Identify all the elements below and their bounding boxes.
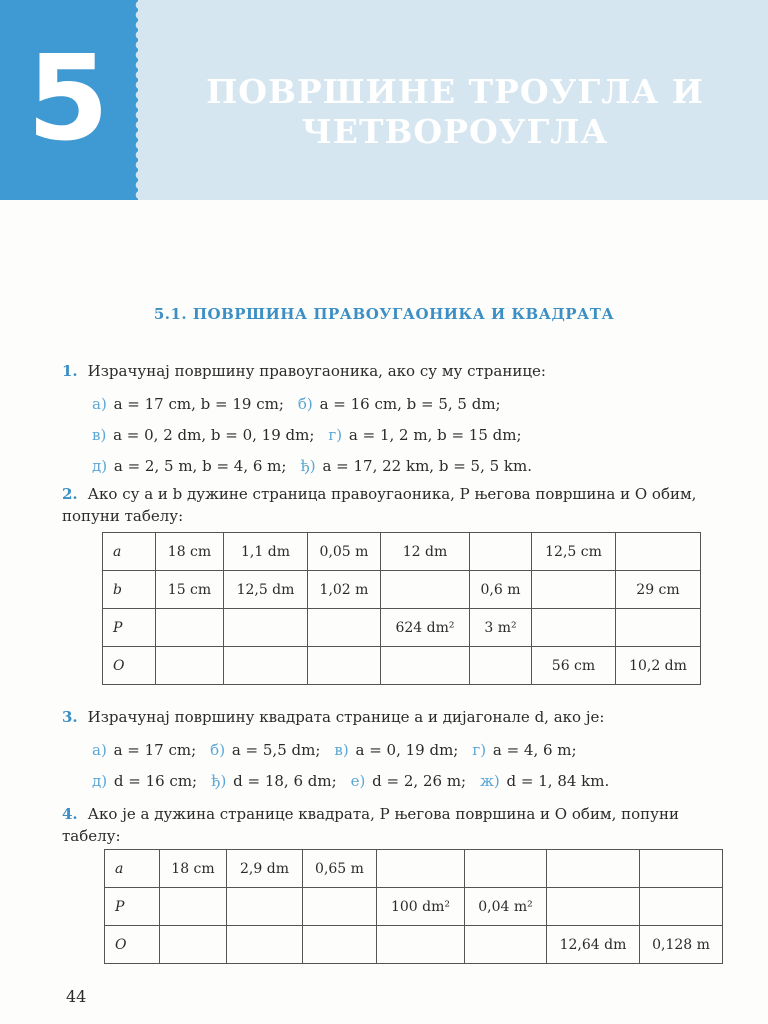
row-header: a	[103, 533, 156, 571]
table-cell: 12,5 dm	[224, 571, 308, 609]
subtask	[472, 735, 576, 766]
chapter-title	[160, 72, 750, 152]
table-cell: 2,9 dm	[227, 850, 303, 888]
table-row	[105, 926, 723, 964]
subtask	[92, 451, 286, 482]
subtask	[328, 420, 521, 451]
subtask-text: d = 16 cm;	[113, 772, 198, 790]
blank-cell[interactable]	[381, 571, 470, 609]
subtask-text: a = 16 cm, b = 5, 5 dm;	[319, 395, 501, 413]
blank-cell[interactable]	[227, 926, 303, 964]
table-cell: 0,128 m	[640, 926, 723, 964]
blank-cell[interactable]	[227, 888, 303, 926]
subtask	[92, 389, 284, 420]
subtask-label: е)	[350, 772, 366, 790]
subtask-text: a = 17, 22 km, b = 5, 5 km.	[322, 457, 533, 475]
subtask-label: г)	[472, 741, 487, 759]
subtask-label: б)	[210, 741, 226, 759]
table-cell: 1,02 m	[308, 571, 381, 609]
blank-cell[interactable]	[308, 647, 381, 685]
table-cell: 15 cm	[156, 571, 224, 609]
task-3-prompt	[62, 706, 742, 728]
blank-cell[interactable]	[308, 609, 381, 647]
subtask-line	[92, 451, 742, 482]
row-header: P	[105, 888, 160, 926]
blank-cell[interactable]	[160, 926, 227, 964]
task-4-text: Ако је a дужина странице квадрата, P његова површина и O обим, попуни табелу:	[62, 805, 679, 845]
task-2-number: 2.	[62, 485, 78, 503]
subtask	[480, 766, 609, 797]
table-cell: 29 cm	[616, 571, 701, 609]
chapter-title-line1: ПОВРШИНЕ ТРОУГЛА И	[206, 72, 704, 111]
page-number: 44	[66, 987, 87, 1006]
subtask-text: a = 17 cm;	[113, 741, 197, 759]
blank-cell[interactable]	[224, 609, 308, 647]
table-cell: 0,65 m	[303, 850, 377, 888]
task-3	[62, 706, 742, 797]
blank-cell[interactable]	[547, 888, 640, 926]
blank-cell[interactable]	[465, 850, 547, 888]
blank-cell[interactable]	[156, 609, 224, 647]
subtask-text: d = 18, 6 dm;	[233, 772, 337, 790]
blank-cell[interactable]	[377, 850, 465, 888]
blank-cell[interactable]	[465, 926, 547, 964]
subtask	[334, 735, 458, 766]
task-3-number: 3.	[62, 708, 78, 726]
blank-cell[interactable]	[156, 647, 224, 685]
table-row	[103, 533, 701, 571]
task-3-text: Израчунај површину квадрата странице a и дијагонале d, ако је:	[87, 708, 605, 726]
table-cell: 18 cm	[156, 533, 224, 571]
blank-cell[interactable]	[532, 609, 616, 647]
subtask-label: ђ)	[211, 772, 227, 790]
task-1-text: Израчунај површину правоугаоника, ако су му странице:	[87, 362, 546, 380]
blank-cell[interactable]	[160, 888, 227, 926]
task-1-prompt	[62, 360, 742, 382]
task-1	[62, 360, 742, 482]
subtask-text: a = 2, 5 m, b = 4, 6 m;	[113, 457, 287, 475]
table-cell: 3 m²	[470, 609, 532, 647]
task-1-subtasks	[92, 389, 742, 482]
section-title: 5.1. ПОВРШИНА ПРАВОУГАОНИКА И КВАДРАТА	[153, 305, 615, 323]
table-row	[103, 609, 701, 647]
subtask-label: д)	[92, 772, 108, 790]
task-4-table	[104, 849, 723, 964]
table-cell: 10,2 dm	[616, 647, 701, 685]
task-2-prompt	[62, 483, 742, 527]
subtask-text: a = 5,5 dm;	[231, 741, 321, 759]
blank-cell[interactable]	[377, 926, 465, 964]
table-cell: 12,64 dm	[547, 926, 640, 964]
subtask-line	[92, 766, 742, 797]
row-header: P	[103, 609, 156, 647]
task-3-subtasks	[92, 735, 742, 797]
subtask	[351, 766, 466, 797]
table-cell: 0,6 m	[470, 571, 532, 609]
subtask-label: д)	[92, 457, 108, 475]
chapter-number: 5	[26, 29, 110, 167]
subtask	[300, 451, 532, 482]
table-row	[103, 647, 701, 685]
subtask-label: ђ)	[300, 457, 316, 475]
task-2-table	[102, 532, 701, 685]
table-cell: 1,1 dm	[224, 533, 308, 571]
table-cell: 18 cm	[160, 850, 227, 888]
blank-cell[interactable]	[470, 647, 532, 685]
task-2-text: Ако су a и b дужине страница правоугаоника, P његова површина и O обим, попуни табелу:	[62, 485, 697, 525]
blank-cell[interactable]	[640, 888, 723, 926]
task-1-number: 1.	[62, 362, 78, 380]
blank-cell[interactable]	[640, 850, 723, 888]
subtask-line	[92, 420, 742, 451]
blank-cell[interactable]	[381, 647, 470, 685]
subtask-line	[92, 389, 742, 420]
table-cell: 624 dm²	[381, 609, 470, 647]
subtask-label: в)	[334, 741, 349, 759]
subtask	[211, 766, 337, 797]
blank-cell[interactable]	[532, 571, 616, 609]
blank-cell[interactable]	[303, 926, 377, 964]
table-cell: 56 cm	[532, 647, 616, 685]
task-4-number: 4.	[62, 805, 78, 823]
chapter-title-line2: ЧЕТВОРОУГЛА	[301, 112, 609, 151]
subtask-label: б)	[297, 395, 313, 413]
subtask	[298, 389, 501, 420]
blank-cell[interactable]	[616, 533, 701, 571]
row-header: a	[105, 850, 160, 888]
blank-cell[interactable]	[470, 533, 532, 571]
blank-cell[interactable]	[303, 888, 377, 926]
subtask	[92, 735, 196, 766]
subtask-text: a = 17 cm, b = 19 cm;	[113, 395, 284, 413]
table-cell: 0,04 m²	[465, 888, 547, 926]
table-cell: 12 dm	[381, 533, 470, 571]
table-cell: 0,05 m	[308, 533, 381, 571]
subtask-text: d = 2, 26 m;	[372, 772, 467, 790]
subtask-label: а)	[92, 741, 107, 759]
subtask-text: d = 1, 84 km.	[506, 772, 610, 790]
blank-cell[interactable]	[547, 850, 640, 888]
subtask-label: г)	[328, 426, 343, 444]
subtask-label: в)	[92, 426, 107, 444]
subtask-label: а)	[92, 395, 107, 413]
task-4	[62, 803, 742, 847]
subtask-label: ж)	[480, 772, 500, 790]
table-row	[103, 571, 701, 609]
table-cell: 100 dm²	[377, 888, 465, 926]
subtask-text: a = 4, 6 m;	[492, 741, 577, 759]
task-4-prompt	[62, 803, 742, 847]
perforated-edge	[124, 0, 140, 200]
blank-cell[interactable]	[224, 647, 308, 685]
blank-cell[interactable]	[616, 609, 701, 647]
subtask-line	[92, 735, 742, 766]
subtask-text: a = 1, 2 m, b = 15 dm;	[348, 426, 522, 444]
subtask-text: a = 0, 2 dm, b = 0, 19 dm;	[113, 426, 315, 444]
row-header: O	[105, 926, 160, 964]
subtask	[92, 420, 314, 451]
subtask	[92, 766, 197, 797]
subtask-text: a = 0, 19 dm;	[355, 741, 459, 759]
row-header: b	[103, 571, 156, 609]
table-row	[105, 888, 723, 926]
table-row	[105, 850, 723, 888]
row-header: O	[103, 647, 156, 685]
subtask	[210, 735, 320, 766]
task-2	[62, 483, 742, 527]
table-cell: 12,5 cm	[532, 533, 616, 571]
